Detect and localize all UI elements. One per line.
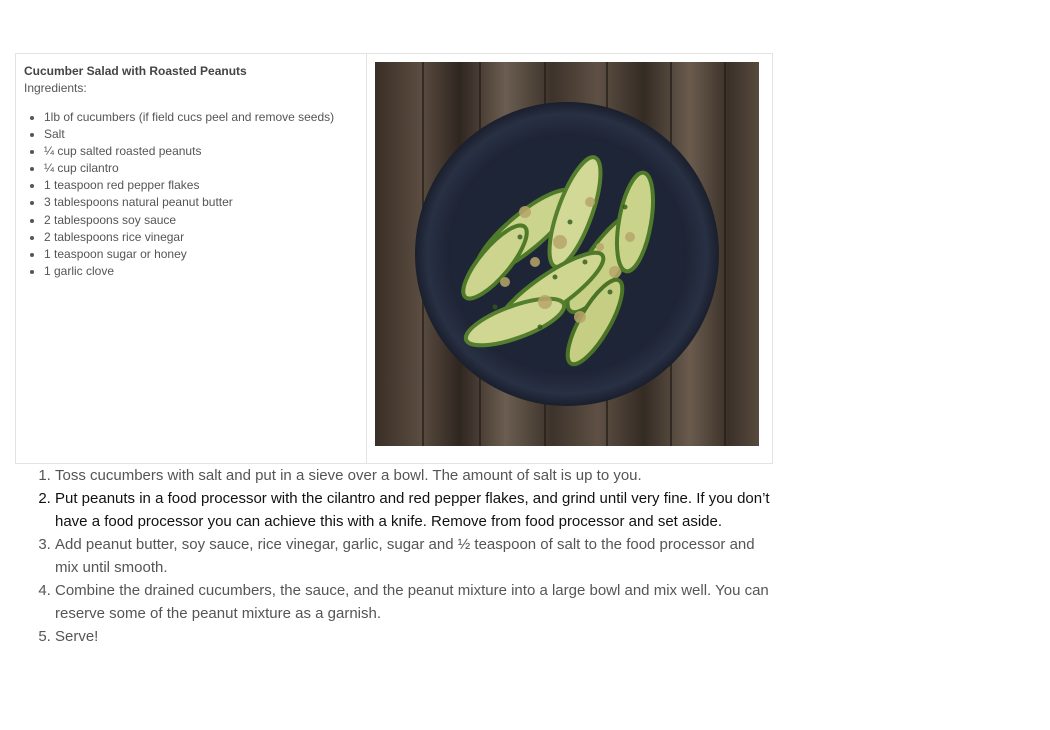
ingredient-item: • 1 teaspoon sugar or honey <box>44 246 358 263</box>
ingredient-list <box>24 109 358 280</box>
step-item: 2. Put peanuts in a food processor with the cilantro and red pepper flakes, and grind until very fine. If you don’t have a food processor you can achieve this with a knife. Remove from food processor and set aside. <box>55 487 775 533</box>
salad-illustration <box>375 62 759 446</box>
step-item: 1. Toss cucumbers with salt and put in a sieve over a bowl. The amount of salt is up to you. <box>55 464 775 487</box>
ingredient-item: • 1lb of cucumbers (if field cucs peel and remove seeds) <box>44 109 358 126</box>
instruction-steps <box>15 464 775 648</box>
recipe-table <box>15 53 773 464</box>
step-item: 5. Serve! <box>55 625 775 648</box>
photo-cell <box>367 54 772 463</box>
ingredient-item: • 1 garlic clove <box>44 263 358 280</box>
ingredient-item: • 3 tablespoons natural peanut butter <box>44 194 358 211</box>
ingredient-item: • ¼ cup cilantro <box>44 160 358 177</box>
recipe-title: Cucumber Salad with Roasted Peanuts <box>24 64 247 78</box>
ingredient-item: • Salt <box>44 126 358 143</box>
ingredient-item: • 2 tablespoons rice vinegar <box>44 229 358 246</box>
step-item: 3. Add peanut butter, soy sauce, rice vinegar, garlic, sugar and ½ teaspoon of salt to the food processor and mix until smooth. <box>55 533 775 579</box>
step-item: 4. Combine the drained cucumbers, the sauce, and the peanut mixture into a large bowl and mix well. You can reserve some of the peanut mixture as a garnish. <box>55 579 775 625</box>
ingredients-cell <box>16 54 367 463</box>
ingredient-item: • ¼ cup salted roasted peanuts <box>44 143 358 160</box>
ingredient-item: • 2 tablespoons soy sauce <box>44 212 358 229</box>
ingredient-item: • 1 teaspoon red pepper flakes <box>44 177 358 194</box>
salad-photo <box>375 62 759 446</box>
ingredients-label: Ingredients: <box>24 81 87 95</box>
